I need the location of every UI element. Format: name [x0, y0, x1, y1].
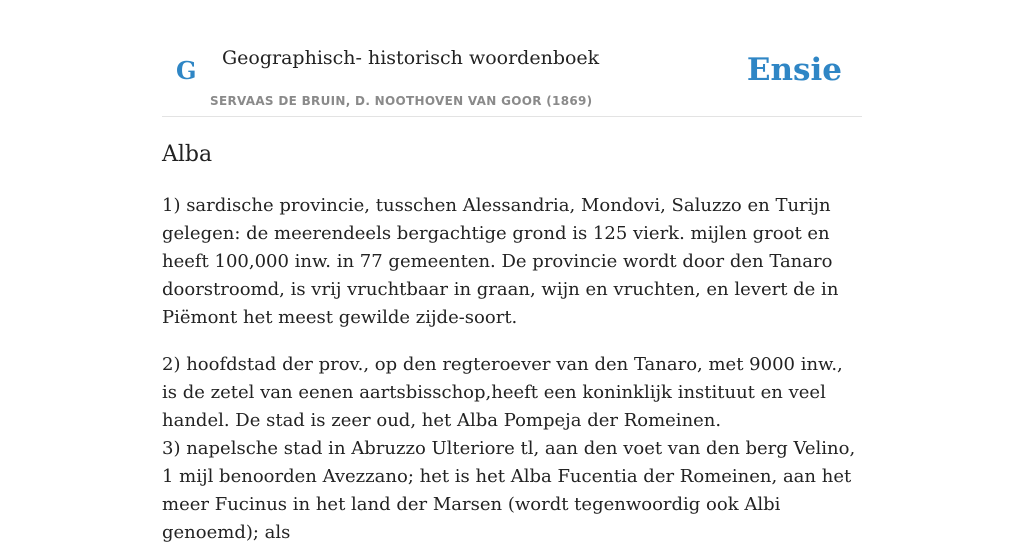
page-wrapper	[162, 0, 862, 543]
entry-title: Alba	[162, 142, 213, 167]
entry-header	[162, 0, 862, 117]
entry-paragraph-3: 3) napelsche stad in Abruzzo Ulteriore tl, aan den voet van den berg Velino, 1 mijl benoorden Avezzano; het is het Alba Fucentia der Romeinen, aan het meer Fucinus in het land der Marsen (wordt tegenwoordig ook Albi genoemd); als	[162, 438, 856, 543]
book-title-link[interactable]: Geographisch- historisch woordenboek	[222, 47, 600, 69]
book-authors: SERVAAS DE BRUIN, D. NOOTHOVEN VAN GOOR (1869)	[210, 94, 593, 108]
entry-paragraph-1: 1) sardische provincie, tusschen Alessandria, Mondovi, Saluzzo en Turijn gelegen: de meerendeels bergachtige grond is 125 vierk. mijlen groot en heeft 100,000 inw. in 77 gemeenten. De provincie wordt door den Tanaro doorstroomd, is vrij vruchtbaar in graan, wijn en vruchten, en levert de in Piëmont het meest gewilde zijde-soort.	[162, 195, 839, 328]
dictionary-logo[interactable]: G	[176, 56, 197, 85]
ensie-brand-link[interactable]: Ensie	[746, 52, 842, 88]
entry-body	[162, 192, 862, 547]
entry-paragraph-2: 2) hoofdstad der prov., op den regteroever van den Tanaro, met 9000 inw., is de zetel van eenen aartsbisschop,heeft een koninklijk instituut en veel handel. De stad is zeer oud, het Alba Pompeja der Romeinen.	[162, 354, 843, 431]
